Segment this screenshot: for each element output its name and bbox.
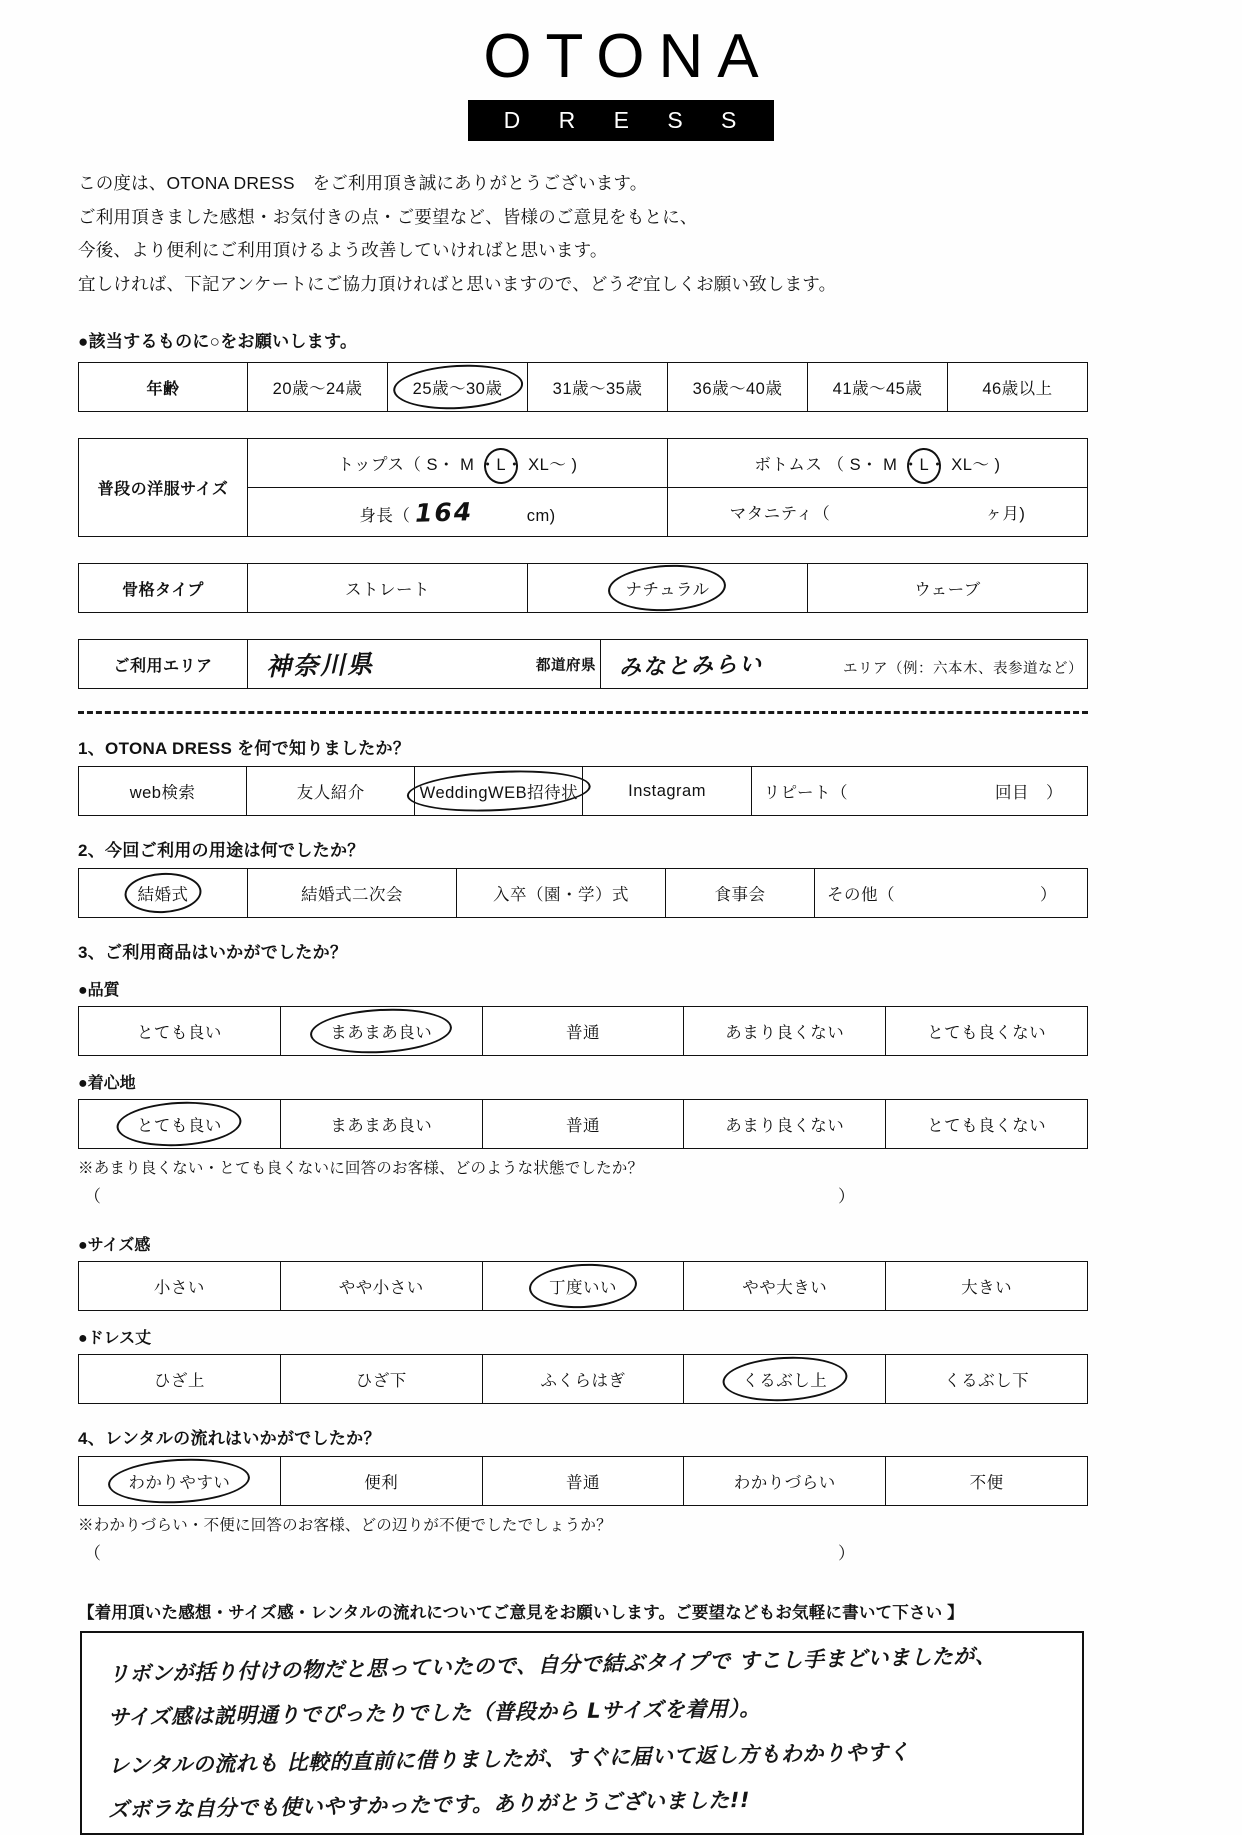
comfort-option-4[interactable] [886, 1100, 1088, 1149]
body-type-option-label: ナチュラル [625, 576, 709, 600]
prefecture-value: 神奈川県 [265, 649, 375, 682]
q3-length-label: ●ドレス丈 [78, 1330, 152, 1348]
q3-comfort-label: ●着心地 [78, 1075, 136, 1093]
intro-line-4: 宜しければ、下記アンケートにご協力頂ければと思いますので、どうぞ宜しくお願い致します。 [78, 273, 837, 294]
q3-comfort-table [78, 1099, 1088, 1149]
free-comment-line-2: サイズ感は説明通りでぴったりでした（普段から Lサイズを着用）。 [107, 1696, 761, 1730]
q1-option-label: web検索 [129, 784, 196, 803]
comfort-option-label: とても良い [137, 1112, 222, 1136]
quality-option-0[interactable] [79, 1007, 281, 1056]
table-row [79, 439, 1088, 488]
brand-name: OTONA [483, 22, 773, 91]
age-option-2[interactable] [528, 363, 668, 412]
circle-instruction: ●該当するものに○をお願いします。 [78, 332, 358, 352]
q1-option-label: 友人紹介 [296, 784, 365, 803]
tops-selected-size: L [496, 456, 507, 475]
quality-option-label: まあまあ良い [330, 1019, 432, 1043]
q1-repeat-label: リピート（ [763, 784, 848, 803]
brand-logo [0, 0, 1242, 141]
comfort-option-1[interactable] [280, 1100, 482, 1149]
bottoms-prefix: ボトムス （ S・ M ・ [754, 456, 920, 475]
q4-table [78, 1456, 1088, 1506]
q2-option-0-selected[interactable] [79, 869, 248, 918]
paren-close: ） [838, 1544, 855, 1564]
q4-option-2[interactable] [482, 1457, 684, 1506]
q2-title: 2、今回ご利用の用途は何でしたか？ [78, 841, 365, 861]
q3-fit-label: ●サイズ感 [78, 1237, 151, 1255]
body-type-option-label: ウェーブ [914, 581, 981, 600]
q2-option-label: 結婚式二次会 [301, 886, 403, 905]
q2-option-3[interactable] [666, 869, 815, 918]
q1-repeat-cell[interactable] [751, 767, 1087, 816]
area-name-cell[interactable] [601, 640, 1088, 689]
age-option-0[interactable] [248, 363, 388, 412]
fit-option-label: 小さい [153, 1279, 205, 1298]
q2-option-2[interactable] [457, 869, 666, 918]
fit-option-label: やや小さい [338, 1279, 424, 1298]
fit-option-4[interactable] [886, 1262, 1088, 1311]
quality-option-label: 普通 [565, 1024, 600, 1043]
q4-option-label: 不便 [969, 1474, 1004, 1493]
comfort-option-label: とても良くない [927, 1117, 1047, 1136]
table-row [79, 767, 1088, 816]
bottoms-suffix: ・ XL～ ) [929, 456, 1001, 475]
body-type-option-1-selected[interactable] [528, 564, 808, 613]
tops-prefix: トップス（ S・ M ・ [337, 456, 497, 475]
length-option-1[interactable] [280, 1355, 482, 1404]
area-table [78, 639, 1088, 689]
fit-option-1[interactable] [280, 1262, 482, 1311]
q1-option-label: WeddingWEB招待状 [420, 779, 578, 803]
q2-other-label: その他（ [827, 886, 895, 905]
q1-table [78, 766, 1088, 816]
comfort-option-0-selected[interactable] [79, 1100, 281, 1149]
q3-quality-table [78, 1006, 1088, 1056]
fit-option-label: 丁度いい [549, 1274, 617, 1298]
area-example-label: エリア（例：六本木、表参道など） [843, 660, 1083, 677]
q2-option-label: 入卒（園・学）式 [493, 886, 629, 905]
intro-line-1: この度は、OTONA DRESS をご利用頂き誠にありがとうございます。 [78, 173, 648, 193]
table-row [79, 1262, 1088, 1311]
fit-option-3[interactable] [684, 1262, 886, 1311]
comfort-option-label: 普通 [565, 1117, 600, 1136]
q1-option-1[interactable] [247, 767, 415, 816]
maternity-cell[interactable] [668, 488, 1088, 537]
q4-option-label: わかりやすい [128, 1469, 230, 1493]
age-option-label: 20歳～24歳 [272, 380, 363, 399]
quality-option-label: あまり良くない [725, 1024, 845, 1043]
maternity-label: マタニティ（ [729, 505, 831, 524]
fit-option-label: 大きい [961, 1279, 1013, 1298]
length-option-0[interactable] [79, 1355, 281, 1404]
table-row [79, 1457, 1088, 1506]
q4-option-1[interactable] [280, 1457, 482, 1506]
quality-option-4[interactable] [886, 1007, 1088, 1056]
free-comment-line-1: リボンが括り付けの物だと思っていたので、自分で結ぶタイプで すこし手まどいましたが、 [107, 1644, 997, 1687]
length-option-3-selected[interactable] [684, 1355, 886, 1404]
clothing-size-label: 普段の洋服サイズ [79, 439, 248, 537]
quality-option-2[interactable] [482, 1007, 684, 1056]
length-option-label: ひざ下 [355, 1372, 407, 1391]
q2-table [78, 868, 1088, 918]
age-option-3[interactable] [668, 363, 808, 412]
body-type-option-label: ストレート [345, 581, 430, 600]
age-option-label: 31歳～35歳 [552, 380, 643, 399]
comfort-option-2[interactable] [482, 1100, 684, 1149]
free-comment-line-4: ズボラな自分でも使いやすかったです。ありがとうございました!! [107, 1788, 751, 1823]
comfort-option-label: あまり良くない [725, 1117, 845, 1136]
quality-option-label: とても良い [136, 1024, 222, 1043]
fit-option-label: やや大きい [742, 1279, 828, 1298]
prefecture-cell[interactable] [248, 640, 601, 689]
bottoms-size-cell[interactable] [668, 439, 1088, 488]
maternity-unit: ヶ月) [985, 505, 1026, 524]
brand-subtitle: D R E S S [468, 100, 775, 141]
age-table [78, 362, 1088, 412]
paren-close: ） [838, 1187, 855, 1207]
age-option-label: 46歳以上 [982, 380, 1053, 399]
prefecture-label: 都道府県 [536, 658, 596, 675]
age-label: 年齢 [79, 363, 248, 412]
table-row [79, 1355, 1088, 1404]
q3-title: 3、ご利用商品はいかがでしたか？ [78, 943, 348, 963]
q4-note: ※わかりづらい・不便に回答のお客様、どの辺りが不便でしたでしょうか？ [78, 1517, 612, 1535]
tops-suffix: ・ XL～ ) [506, 456, 578, 475]
length-option-label: くるぶし下 [944, 1372, 1030, 1391]
body-type-option-2[interactable] [808, 564, 1088, 613]
q2-other-cell[interactable] [815, 869, 1088, 918]
intro-line-3: 今後、より便利にご利用頂けるよう改善していければと思います。 [78, 240, 608, 261]
section-divider [78, 711, 1088, 714]
q3-fit-table [78, 1261, 1088, 1311]
q4-option-label: 普通 [565, 1474, 600, 1493]
length-option-4[interactable] [886, 1355, 1088, 1404]
q1-repeat-count-label: 回目 ） [995, 784, 1063, 803]
free-comment-box[interactable] [80, 1631, 1084, 1835]
comfort-option-label: まあまあ良い [330, 1117, 433, 1136]
height-cell[interactable] [248, 488, 668, 537]
table-row [79, 640, 1088, 689]
q4-title: 4、レンタルの流れはいかがでしたか？ [78, 1429, 381, 1449]
age-option-4[interactable] [808, 363, 948, 412]
age-option-label: 41歳～45歳 [832, 380, 923, 399]
q3-comfort-answer-row[interactable] [78, 1182, 1088, 1208]
free-comment-title: 【着用頂いた感想・サイズ感・レンタルの流れについてご意見をお願いします。ご要望などもお気軽に書いて下さい 】 [78, 1604, 964, 1623]
q3-quality-label: ●品質 [78, 982, 120, 1000]
area-value: みなとみらい [618, 651, 764, 681]
length-option-label: ふくらはぎ [540, 1372, 626, 1391]
q4-option-label: わかりづらい [733, 1474, 836, 1493]
clothing-size-table [78, 438, 1088, 537]
body-type-table [78, 563, 1088, 613]
paren-open: （ [84, 1187, 101, 1207]
quality-option-label: とても良くない [927, 1024, 1047, 1043]
age-option-1-selected[interactable] [388, 363, 528, 412]
paren-open: （ [84, 1544, 101, 1564]
quality-option-3[interactable] [684, 1007, 886, 1056]
q2-other-close: ） [1040, 886, 1057, 905]
intro-paragraph [78, 167, 1242, 301]
q2-option-label: 結婚式 [138, 881, 189, 905]
intro-line-2: ご利用頂きました感想・お気付きの点・ご要望など、皆様のご意見をもとに、 [78, 206, 698, 227]
q3-comfort-note: ※あまり良くない・とても良くないに回答のお客様、どのような状態でしたか？ [78, 1160, 644, 1178]
fit-option-0[interactable] [79, 1262, 281, 1311]
length-option-2[interactable] [482, 1355, 684, 1404]
fit-option-2-selected[interactable] [482, 1262, 684, 1311]
q4-answer-row[interactable] [78, 1539, 1088, 1565]
length-option-label: ひざ上 [153, 1372, 205, 1391]
q2-option-1[interactable] [248, 869, 457, 918]
q4-option-label: 便利 [364, 1474, 399, 1493]
age-option-label: 25歳～30歳 [413, 375, 503, 399]
table-row [79, 1007, 1088, 1056]
height-label: 身長（ [359, 506, 411, 525]
body-type-label: 骨格タイプ [79, 564, 248, 613]
q4-option-0-selected[interactable] [79, 1457, 281, 1506]
age-option-label: 36歳～40歳 [692, 380, 783, 399]
height-value: 164 [415, 497, 474, 528]
table-row [79, 564, 1088, 613]
quality-option-1-selected[interactable] [280, 1007, 482, 1056]
q4-option-3[interactable] [684, 1457, 886, 1506]
q1-option-label: Instagram [628, 781, 706, 800]
table-row [79, 363, 1088, 412]
body-type-option-0[interactable] [248, 564, 528, 613]
q1-option-0[interactable] [79, 767, 247, 816]
q2-option-label: 食事会 [714, 886, 766, 905]
height-unit: cm) [526, 506, 556, 525]
area-label: ご利用エリア [79, 640, 248, 689]
age-option-5[interactable] [948, 363, 1088, 412]
table-row [79, 1100, 1088, 1149]
q1-option-2-selected[interactable] [415, 767, 583, 816]
q1-option-3[interactable] [583, 767, 751, 816]
free-comment-line-3: レンタルの流れも 比較的直前に借りましたが、すぐに届いて返し方もわかりやすく [107, 1740, 911, 1779]
q1-title: 1、OTONA DRESS を何で知りましたか？ [78, 739, 411, 759]
comfort-option-3[interactable] [684, 1100, 886, 1149]
table-row [79, 869, 1088, 918]
q4-option-4[interactable] [886, 1457, 1088, 1506]
q3-length-table [78, 1354, 1088, 1404]
length-option-label: くるぶし上 [742, 1367, 827, 1391]
tops-size-cell[interactable] [248, 439, 668, 488]
bottoms-selected-size: L [919, 456, 930, 475]
